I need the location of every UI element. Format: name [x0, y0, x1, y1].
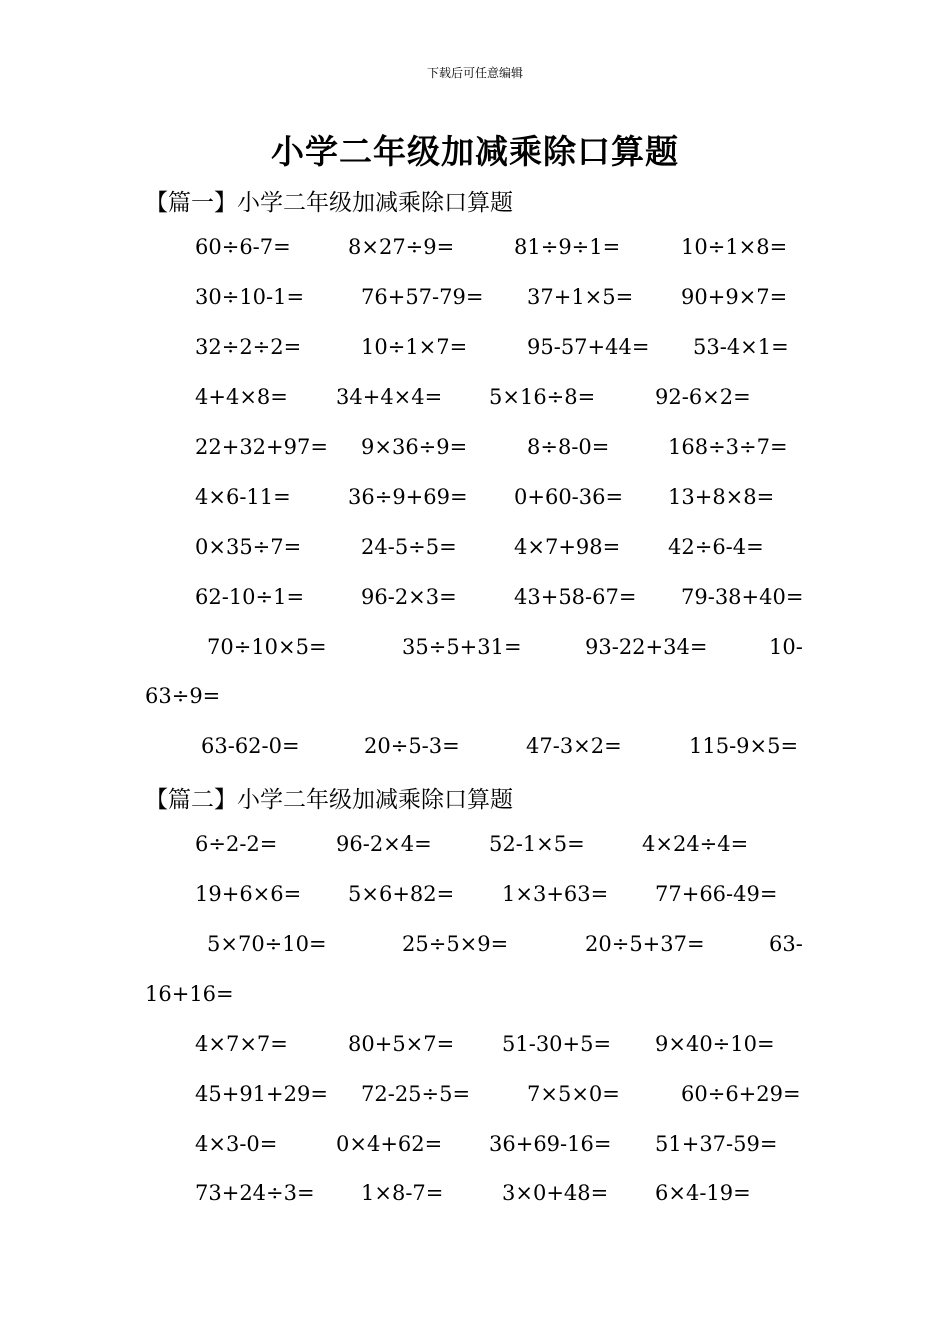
math-problem: 63-62-0=	[201, 734, 300, 758]
math-problem: 6×4-19=	[655, 1181, 751, 1205]
math-problem: 76+57-79=	[361, 285, 484, 309]
math-problem: 79-38+40=	[681, 585, 804, 609]
problem-row	[0, 1181, 950, 1211]
math-problem: 52-1×5=	[489, 832, 585, 856]
math-problem: 43+58-67=	[514, 585, 637, 609]
math-problem: 62-10÷1=	[195, 585, 305, 609]
problem-row	[0, 882, 950, 912]
math-problem: 8÷8-0=	[527, 435, 610, 459]
math-problem: 34+4×4=	[336, 385, 443, 409]
math-problem: 4×7+98=	[514, 535, 621, 559]
math-problem: 72-25÷5=	[361, 1082, 471, 1106]
problem-row	[0, 535, 950, 565]
problem-row	[0, 932, 950, 962]
math-problem: 13+8×8=	[668, 485, 775, 509]
math-problem: 70÷10×5=	[207, 635, 327, 659]
math-problem: 0×35÷7=	[195, 535, 302, 559]
math-problem: 4×3-0=	[195, 1132, 278, 1156]
problem-row	[0, 435, 950, 465]
math-problem: 81÷9÷1=	[514, 235, 621, 259]
math-problem: 1×8-7=	[361, 1181, 444, 1205]
math-problem: 7×5×0=	[527, 1082, 620, 1106]
problem-row	[0, 635, 950, 665]
math-problem: 60÷6+29=	[681, 1082, 801, 1106]
math-problem: 5×6+82=	[348, 882, 455, 906]
math-problem: 47-3×2=	[526, 734, 622, 758]
math-problem: 5×70÷10=	[207, 932, 327, 956]
problem-row	[0, 335, 950, 365]
page-header-note: 下载后可任意编辑	[426, 66, 523, 80]
math-problem: 51-30+5=	[502, 1032, 612, 1056]
math-problem: 51+37-59=	[655, 1132, 778, 1156]
math-problem: 3×0+48=	[502, 1181, 609, 1205]
problem-row	[0, 734, 950, 764]
math-problem: 9×40÷10=	[655, 1032, 775, 1056]
math-problem: 32÷2÷2=	[195, 335, 302, 359]
math-problem: 1×3+63=	[502, 882, 609, 906]
math-problem: 20÷5-3=	[364, 734, 460, 758]
problem-row	[0, 1132, 950, 1162]
math-problem: 22+32+97=	[195, 435, 328, 459]
math-problem: 95-57+44=	[527, 335, 650, 359]
math-problem: 4×24÷4=	[642, 832, 749, 856]
math-problem: 63-	[769, 932, 803, 956]
math-problem: 92-6×2=	[655, 385, 751, 409]
math-problem: 90+9×7=	[681, 285, 788, 309]
problem-row	[0, 982, 950, 1012]
math-problem: 30÷10-1=	[195, 285, 305, 309]
math-problem: 96-2×3=	[361, 585, 457, 609]
math-problem: 6÷2-2=	[195, 832, 278, 856]
math-problem: 24-5÷5=	[361, 535, 457, 559]
math-problem: 35÷5+31=	[402, 635, 522, 659]
problem-row	[0, 1032, 950, 1062]
math-problem: 19+6×6=	[195, 882, 302, 906]
problem-row	[0, 485, 950, 515]
math-problem: 4+4×8=	[195, 385, 288, 409]
math-problem: 16+16=	[145, 982, 234, 1006]
problem-row	[0, 385, 950, 415]
math-problem: 60÷6-7=	[195, 235, 291, 259]
problem-row	[0, 285, 950, 315]
math-problem: 73+24÷3=	[195, 1181, 315, 1205]
section-heading: 【篇一】小学二年级加减乘除口算题	[145, 190, 513, 216]
math-problem: 42÷6-4=	[668, 535, 764, 559]
math-problem: 10÷1×7=	[361, 335, 468, 359]
math-problem: 20÷5+37=	[585, 932, 705, 956]
math-problem: 96-2×4=	[336, 832, 432, 856]
math-problem: 53-4×1=	[693, 335, 789, 359]
math-problem: 25÷5×9=	[402, 932, 509, 956]
math-problem: 36+69-16=	[489, 1132, 612, 1156]
math-problem: 8×27÷9=	[348, 235, 455, 259]
math-problem: 10-	[769, 635, 803, 659]
math-problem: 5×16÷8=	[489, 385, 596, 409]
page-title: 小学二年级加减乘除口算题	[271, 132, 679, 171]
problem-row	[0, 684, 950, 714]
math-problem: 0×4+62=	[336, 1132, 443, 1156]
math-problem: 36÷9+69=	[348, 485, 468, 509]
math-problem: 115-9×5=	[689, 734, 799, 758]
problem-row	[0, 1082, 950, 1112]
math-problem: 80+5×7=	[348, 1032, 455, 1056]
math-problem: 45+91+29=	[195, 1082, 328, 1106]
math-problem: 4×7×7=	[195, 1032, 288, 1056]
math-problem: 37+1×5=	[527, 285, 634, 309]
problem-row	[0, 585, 950, 615]
math-problem: 10÷1×8=	[681, 235, 788, 259]
math-problem: 63÷9=	[145, 684, 221, 708]
section-heading: 【篇二】小学二年级加减乘除口算题	[145, 787, 513, 813]
math-problem: 9×36÷9=	[361, 435, 468, 459]
problem-row	[0, 235, 950, 265]
math-problem: 168÷3÷7=	[668, 435, 788, 459]
problem-row	[0, 832, 950, 862]
math-problem: 0+60-36=	[514, 485, 624, 509]
math-problem: 77+66-49=	[655, 882, 778, 906]
math-problem: 93-22+34=	[585, 635, 708, 659]
math-problem: 4×6-11=	[195, 485, 291, 509]
